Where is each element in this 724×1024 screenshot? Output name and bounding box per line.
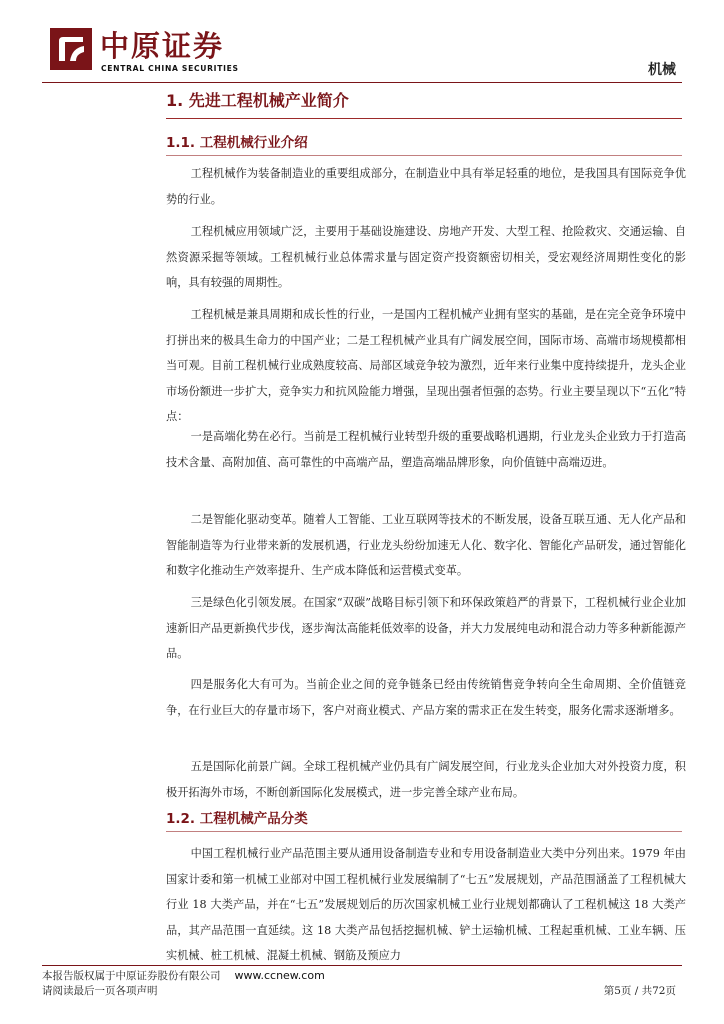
paragraph: 中国工程机械行业产品范围主要从通用设备制造专业和专用设备制造业大类中分列出来。1979 年由国家计委和第一机械工业部对中国工程机械行业发展编制了“七五”发展规划，产品范围涵盖了工程机械大行业 18 大类产品，并在“七五”发展规划后的历次国家机械工业行业规划都确认了工程机械这 18 大类产品，其产品范围一直延续。这 18 大类产品包括挖掘机械、铲土运输机械、工程起重机械、工业车辆、压实机械、桩工机械、混凝土机械、钢筋及预应力 [166, 847, 686, 962]
section-title: 1. 先进工程机械产业简介 [166, 91, 349, 110]
paragraph: 四是服务化大有可为。当前企业之间的竞争链条已经由传统销售竞争转向全生命周期、全价值链竞争，在行业巨大的存量市场下，客户对商业模式、产品方案的需求正在发生转变，服务化需求逐渐增多。 [166, 678, 686, 717]
footer-website-link[interactable]: www.ccnew.com [234, 969, 325, 982]
logo-english-name: CENTRAL CHINA SECURITIES [101, 64, 239, 73]
subsection-divider [166, 831, 682, 832]
paragraph: 工程机械是兼具周期和成长性的行业，一是国内工程机械产业拥有坚实的基础，是在完全竞争环境中打拼出来的极具生命力的中国产业；二是工程机械产业具有广阔发展空间，国际市场、高端市场规模都相当可观。目前工程机械行业成熟度较高、局部区域竞争较为激烈，近年来行业集中度持续提升，龙头企业市场份额进一步扩大，竞争实力和抗风险能力增强，呈现出强者恒强的态势。行业主要呈现以下“五化”特点： [166, 308, 686, 423]
section-title-divider [166, 118, 682, 119]
page-header [0, 0, 724, 82]
header-divider [42, 82, 682, 83]
paragraph: 工程机械应用领域广泛，主要用于基础设施建设、房地产开发、大型工程、抢险救灾、交通运输、自然资源采掘等领域。工程机械行业总体需求量与固定资产投资额密切相关，受宏观经济周期性变化的影响，具有较强的周期性。 [166, 225, 686, 289]
subsection-title-industry-intro: 1.1. 工程机械行业介绍 [166, 135, 308, 151]
footer-page-number: 第5页 / 共72页 [603, 985, 676, 997]
paragraph: 一是高端化势在必行。当前是工程机械行业转型升级的重要战略机遇期，行业龙头企业致力于打造高技术含量、高附加值、高可靠性的中高端产品，塑造高端品牌形象，向价值链中高端迈进。 [166, 430, 686, 469]
footer-copyright: 本报告版权属于中原证券股份有限公司 [42, 970, 221, 982]
logo-chinese-name: 中原证券 [100, 29, 225, 63]
paragraph: 三是绿色化引领发展。在国家“双碳”战略目标引领下和环保政策趋严的背景下，工程机械行业企业加速新旧产品更新换代步伐，逐步淘汰高能耗低效率的设备，并大力发展纯电动和混合动力等多种新能源产品。 [166, 596, 686, 660]
footer-divider [42, 965, 682, 966]
paragraph: 二是智能化驱动变革。随着人工智能、工业互联网等技术的不断发展，设备互联互通、无人化产品和智能制造等为行业带来新的发展机遇，行业龙头纷纷加速无人化、数字化、智能化产品研发，通过智能化和数字化推动生产效率提升、生产成本降低和运营模式变革。 [166, 513, 686, 577]
subsection-title-product-classification: 1.2. 工程机械产品分类 [166, 811, 308, 827]
logo-emblem-icon [50, 28, 92, 70]
report-sector-label: 机械 [648, 62, 676, 78]
footer-disclaimer: 请阅读最后一页各项声明 [42, 985, 158, 997]
paragraph: 工程机械作为装备制造业的重要组成部分，在制造业中具有举足轻重的地位，是我国具有国际竞争优势的行业。 [166, 167, 686, 206]
paragraph: 五是国际化前景广阔。全球工程机械产业仍具有广阔发展空间，行业龙头企业加大对外投资力度，积极开拓海外市场，不断创新国际化发展模式，进一步完善全球产业布局。 [166, 760, 686, 799]
subsection-divider [166, 155, 682, 156]
footer-copyright-line [42, 968, 325, 984]
